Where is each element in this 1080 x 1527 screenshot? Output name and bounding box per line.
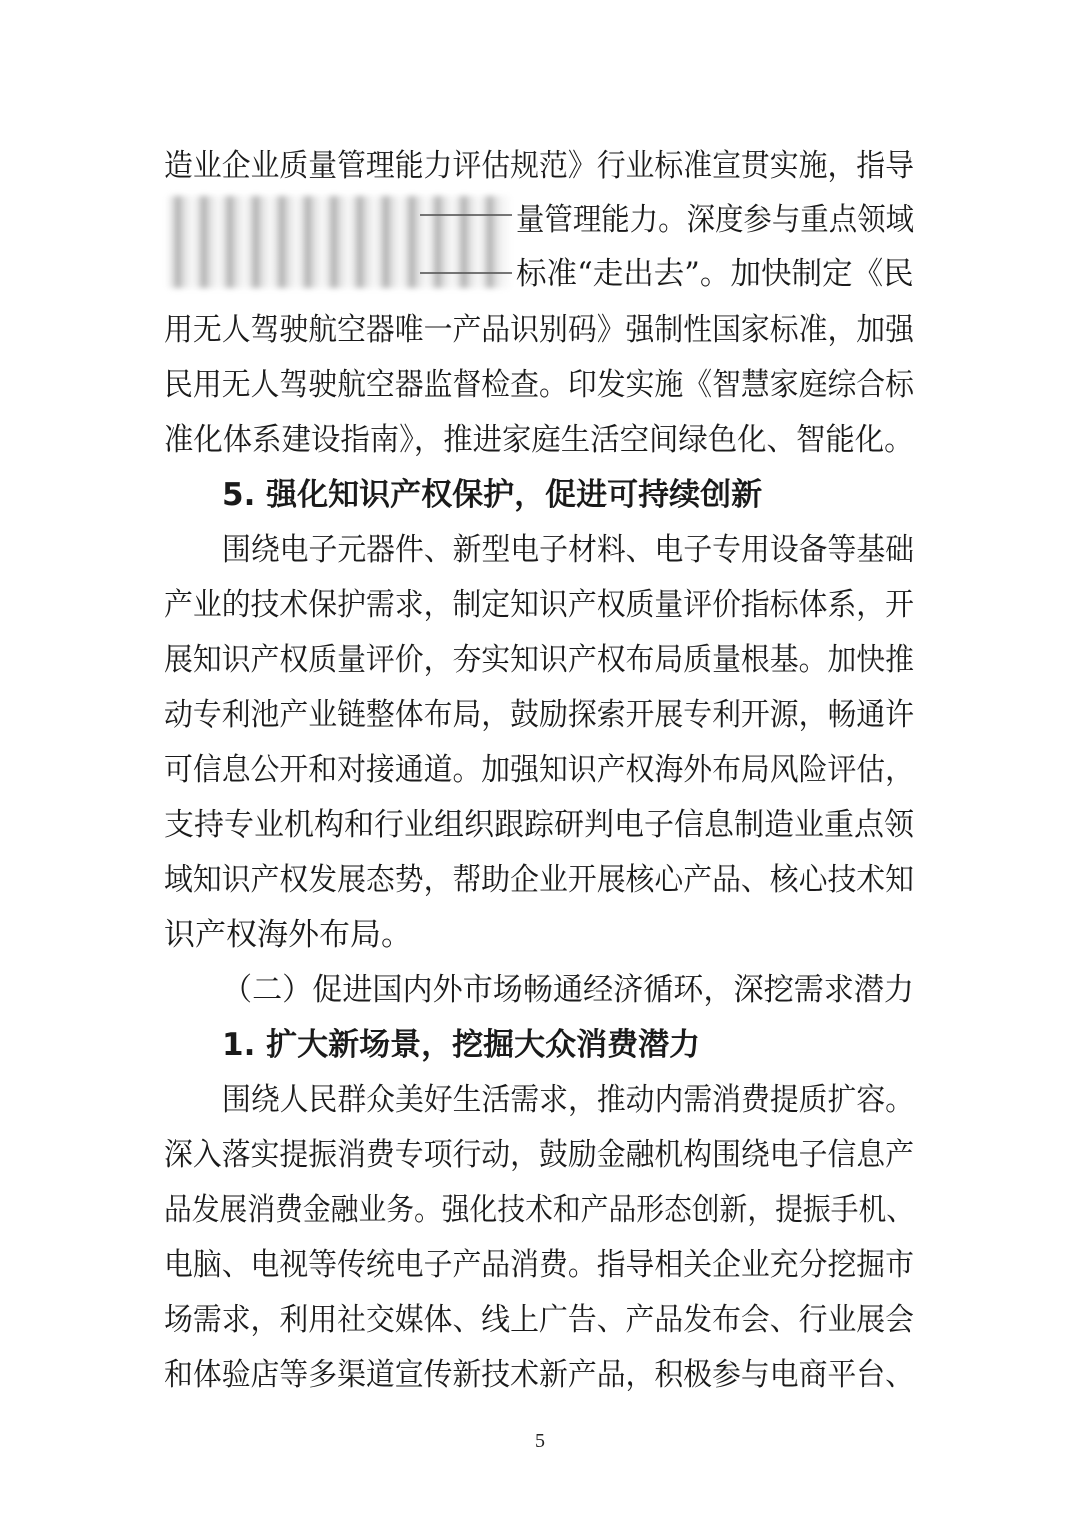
redacted-region [168, 196, 508, 288]
page-number: 5 [535, 1430, 545, 1452]
body-text-line: 用无人驾驶航空器唯一产品识别码》强制性国家标准，加强 [164, 312, 914, 348]
body-text-line: 场需求，利用社交媒体、线上广告、产品发布会、行业展会 [164, 1302, 914, 1338]
redaction-rule [420, 272, 512, 274]
body-text-line: 和体验店等多渠道宣传新技术新产品，积极参与电商平台、 [164, 1357, 914, 1393]
body-text-line: 展知识产权质量评价，夯实知识产权布局质量根基。加快推 [164, 642, 914, 678]
body-text-line: 深入落实提振消费专项行动，鼓励金融机构围绕电子信息产 [164, 1137, 914, 1173]
body-text-line: 域知识产权发展态势，帮助企业开展核心产品、核心技术知 [164, 862, 914, 898]
body-text-line: 标准“走出去”。加快制定《民 [516, 256, 914, 292]
body-text-line: 支持专业机构和行业组织跟踪研判电子信息制造业重点领 [164, 807, 914, 843]
body-text-line: 识产权海外布局。 [164, 917, 412, 953]
body-text-line: 造业企业质量管理能力评估规范》行业标准宣贯实施，指导 [164, 148, 914, 184]
body-text-line: 电脑、电视等传统电子产品消费。指导相关企业充分挖掘市 [164, 1247, 914, 1283]
body-text-line: 产业的技术保护需求，制定知识产权质量评价指标体系，开 [164, 587, 914, 623]
subsection-heading: （二）促进国内外市场畅通经济循环，深挖需求潜力 [222, 972, 914, 1008]
body-text-line: 准化体系建设指南》，推进家庭生活空间绿色化、智能化。 [164, 422, 914, 458]
body-text-line: 品发展消费金融业务。强化技术和产品形态创新，提振手机、 [164, 1192, 914, 1228]
body-text-line: 民用无人驾驶航空器监督检查。印发实施《智慧家庭综合标 [164, 367, 914, 403]
redaction-rule [420, 214, 512, 216]
body-text-line: 量管理能力。深度参与重点领域 [516, 202, 914, 238]
section-heading: 1. 扩大新场景，挖掘大众消费潜力 [222, 1027, 701, 1063]
body-text-line: 围绕电子元器件、新型电子材料、电子专用设备等基础 [222, 532, 914, 568]
body-text-line: 动专利池产业链整体布局，鼓励探索开展专利开源，畅通许 [164, 697, 914, 733]
body-text-line: 围绕人民群众美好生活需求，推动内需消费提质扩容。 [222, 1082, 914, 1118]
section-heading: 5. 强化知识产权保护，促进可持续创新 [222, 477, 763, 513]
body-text-line: 可信息公开和对接通道。加强知识产权海外布局风险评估， [164, 752, 914, 788]
